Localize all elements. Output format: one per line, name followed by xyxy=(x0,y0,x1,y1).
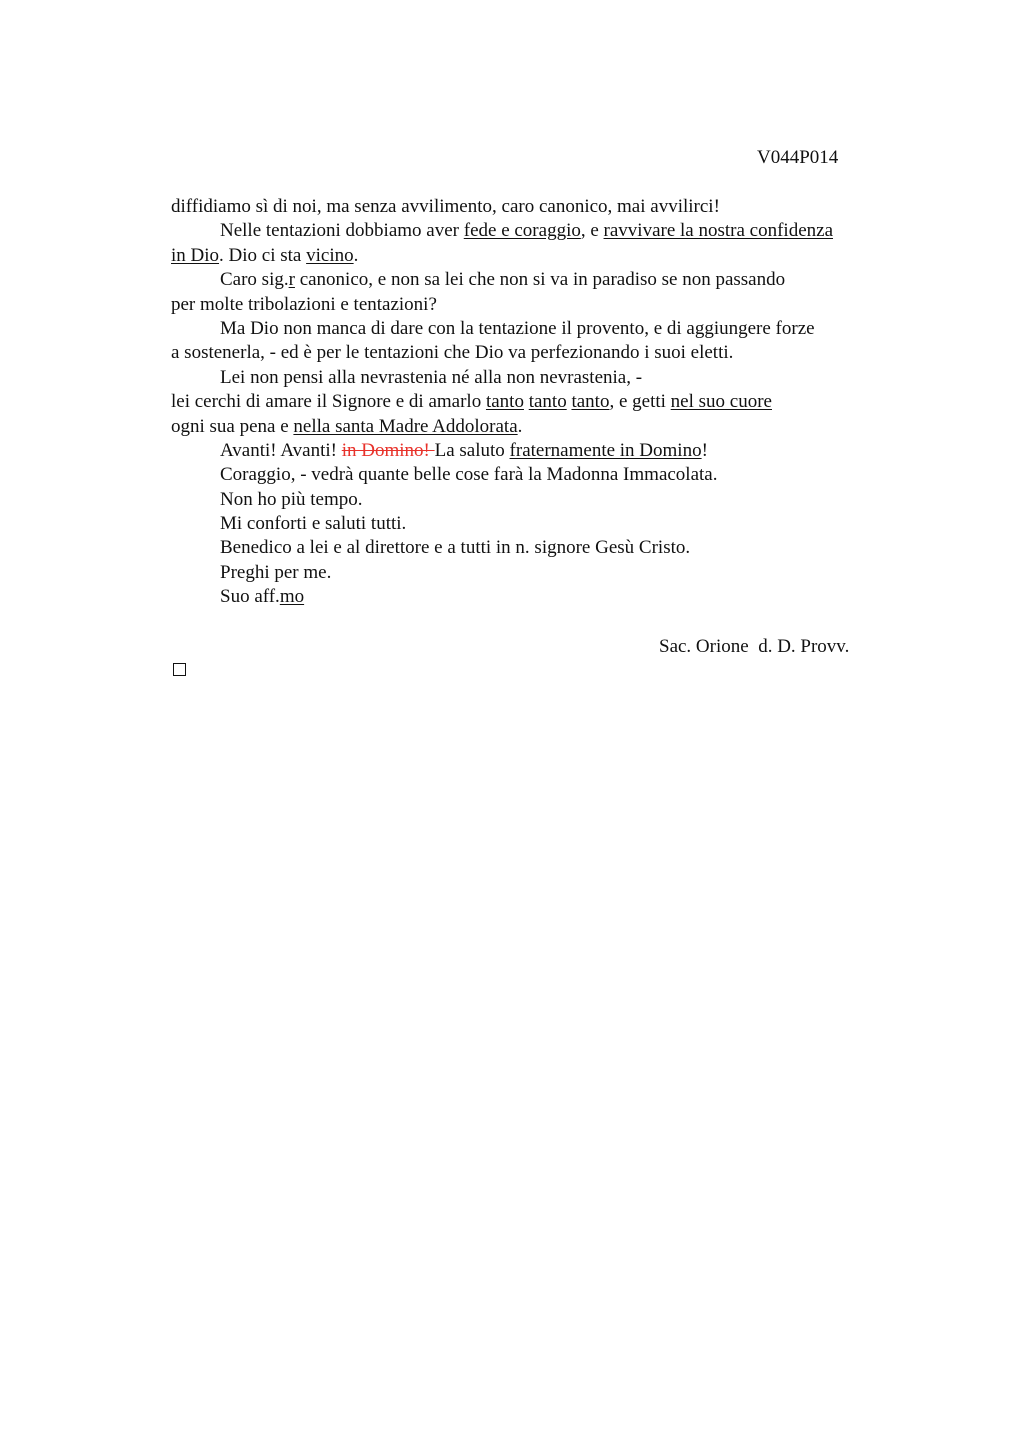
text-segment: , e getti xyxy=(609,391,671,413)
text-line xyxy=(171,463,891,487)
text-segment: La saluto xyxy=(434,439,510,461)
text-line xyxy=(171,415,891,439)
underlined-text: tanto xyxy=(571,391,610,413)
text-segment: Non ho più tempo. xyxy=(220,488,363,510)
text-segment: a sostenerla, - ed è per le tentazioni che Dio va perfezionando i suoi eletti. xyxy=(171,342,734,364)
text-segment: Preghi per me. xyxy=(220,561,332,583)
text-segment: canonico, e non sa lei che non si va in paradiso se non passando xyxy=(294,269,786,291)
text-segment: Ma Dio non manca di dare con la tentazione il provento, e di aggiungere forze xyxy=(220,317,815,339)
text-segment: Benedico a lei e al direttore e a tutti in n. signore Gesù Cristo. xyxy=(220,537,691,559)
square-icon xyxy=(173,663,186,676)
text-segment: . Dio ci sta xyxy=(219,244,307,266)
text-line xyxy=(171,317,891,341)
underlined-text: ravvivare la nostra confidenza xyxy=(603,220,834,242)
text-segment: lei cerchi di amare il Signore e di amarlo xyxy=(171,391,486,413)
underlined-text: r xyxy=(288,269,295,291)
text-line xyxy=(171,293,891,317)
text-line xyxy=(171,439,891,463)
underlined-text: vicino xyxy=(306,244,354,266)
text-line xyxy=(171,268,891,292)
text-segment: , e xyxy=(580,220,604,242)
text-line xyxy=(171,585,891,609)
text-segment: Suo aff. xyxy=(220,586,280,608)
deleted-text: in Domino! xyxy=(341,439,435,461)
underlined-text: in Dio xyxy=(171,244,220,266)
underlined-text: tanto xyxy=(485,391,524,413)
text-line xyxy=(171,195,891,219)
text-segment: . xyxy=(517,415,523,437)
signature: Sac. Orione d. D. Provv. xyxy=(659,636,850,657)
text-segment: Coraggio, - vedrà quante belle cose farà la Madonna Immacolata. xyxy=(220,464,718,486)
text-line xyxy=(171,390,891,414)
underlined-text: tanto xyxy=(528,391,567,413)
underlined-text: mo xyxy=(279,586,305,608)
text-segment: Caro sig. xyxy=(220,269,289,291)
underlined-text: fraternamente in Domino xyxy=(509,439,702,461)
text-line xyxy=(171,488,891,512)
text-line xyxy=(171,219,891,243)
letter-body xyxy=(171,195,891,610)
underlined-text: fede e coraggio xyxy=(463,220,581,242)
text-segment: ogni sua pena e xyxy=(171,415,294,437)
text-line xyxy=(171,536,891,560)
text-segment: Mi conforti e saluti tutti. xyxy=(220,513,407,535)
text-line xyxy=(171,341,891,365)
page-reference: V044P014 xyxy=(757,147,839,168)
text-segment: ! xyxy=(701,439,708,461)
underlined-text: nel suo cuore xyxy=(670,391,772,413)
text-segment: diffidiamo sì di noi, ma senza avvilimento, caro canonico, mai avvilirci! xyxy=(171,196,720,217)
text-segment: Avanti! Avanti! xyxy=(220,439,342,461)
underlined-text: nella santa Madre Addolorata xyxy=(293,415,518,437)
text-segment: Nelle tentazioni dobbiamo aver xyxy=(220,220,464,242)
text-line xyxy=(171,244,891,268)
text-segment: per molte tribolazioni e tentazioni? xyxy=(171,293,437,315)
text-line xyxy=(171,561,891,585)
text-segment: . xyxy=(353,244,359,266)
text-segment: Lei non pensi alla nevrastenia né alla non nevrastenia, - xyxy=(220,366,643,388)
text-line xyxy=(171,366,891,390)
text-line xyxy=(171,512,891,536)
